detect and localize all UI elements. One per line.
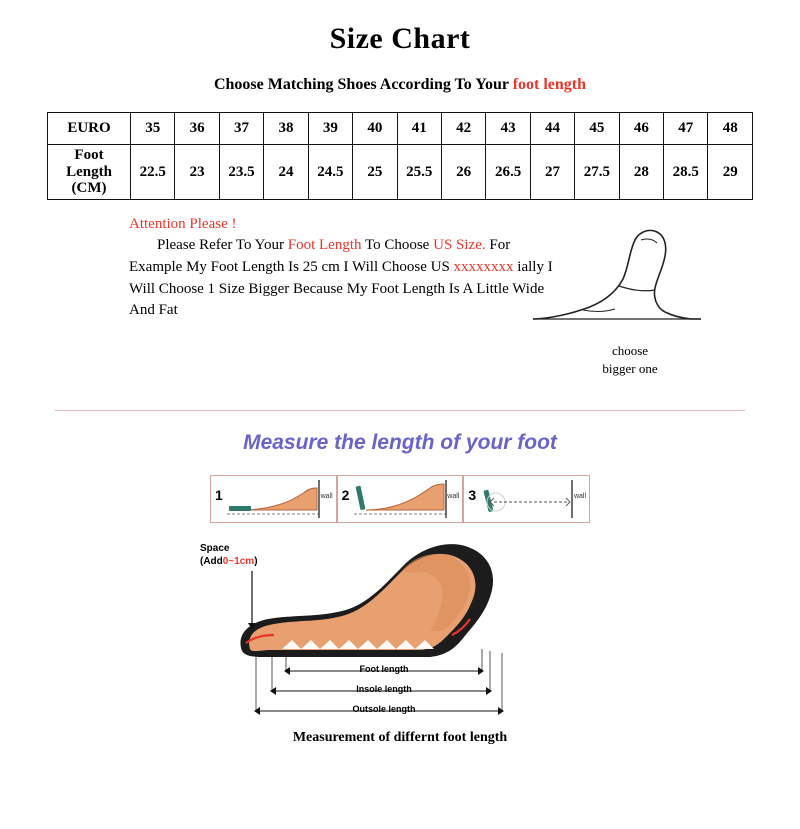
measure-heading: Measure the length of your foot [243, 431, 557, 454]
foot-cell: 23 [175, 145, 219, 200]
row-header-foot-length [48, 145, 131, 200]
insole-length-label: Insole length [356, 684, 412, 694]
foot-length-label: Foot length [359, 664, 409, 674]
subtitle-lead: Choose Matching Shoes According To Your [213, 76, 513, 93]
foot-cell: 24.5 [308, 145, 352, 200]
attention-line1-a: Please Refer To Your [157, 237, 288, 253]
size-table [47, 112, 753, 200]
page-subtitle [0, 76, 800, 94]
space-label-prefix: (Add [200, 555, 223, 567]
table-row-euro [48, 113, 753, 145]
step-1-foot-against-wall-icon [211, 476, 337, 522]
attention-line4: Bigger Because My Foot Length Is A Little Wide [248, 280, 545, 297]
foot-cell: 29 [708, 145, 753, 200]
foot-cell: 25.5 [397, 145, 441, 200]
euro-cell: 40 [353, 113, 397, 145]
attention-line1-red: Foot Length [287, 237, 362, 253]
space-label [200, 543, 258, 568]
size-chart-page [0, 22, 800, 829]
foot-cell: 26.5 [486, 145, 530, 200]
euro-cell: 37 [219, 113, 263, 145]
step-2-mark-line-icon [338, 476, 464, 522]
diagram-caption: Measurement of differnt foot length [292, 730, 508, 745]
foot-cell: 27 [530, 145, 574, 200]
step-2 [337, 475, 464, 523]
section-divider [55, 410, 745, 411]
euro-cell: 43 [486, 113, 530, 145]
euro-cell: 47 [664, 113, 708, 145]
foot-cell: 23.5 [219, 145, 263, 200]
attention-line5: And Fat [129, 302, 178, 319]
page-title: Size Chart [329, 22, 471, 55]
attention-line3-red: xxxxxxxx [453, 258, 514, 275]
step-3-measure-ruler-icon [464, 476, 590, 522]
step-2-number: 2 [341, 487, 350, 503]
euro-cell: 36 [175, 113, 219, 145]
euro-cell: 39 [308, 113, 352, 145]
step-3 [463, 475, 590, 523]
step-3-wall-label: wall [573, 493, 587, 500]
euro-cell: 42 [441, 113, 485, 145]
attention-heading: Attention Please ! [129, 216, 237, 232]
choose-bigger-note [565, 342, 695, 377]
subtitle-highlight: foot length [512, 76, 587, 93]
foot-label-line2: Length [66, 163, 112, 180]
foot-label-line3: (CM) [71, 180, 107, 197]
step-1-number: 1 [215, 487, 223, 503]
foot-cell: 25 [353, 145, 397, 200]
space-label-line2 [200, 556, 258, 569]
foot-cell: 24 [264, 145, 308, 200]
outsole-length-label: Outsole length [352, 704, 416, 714]
space-label-line1: Space [200, 543, 230, 554]
foot-cell: 28.5 [664, 145, 708, 200]
euro-cell: 45 [575, 113, 619, 145]
attention-line1-b: To Choose [361, 237, 430, 253]
attention-text [129, 235, 559, 322]
euro-cell: 38 [264, 113, 308, 145]
step-1 [210, 475, 337, 523]
heel-foot-illustration-icon [523, 224, 713, 344]
step-2-wall-label: wall [447, 493, 460, 500]
attention-line2-a: For Example My Foot Length Is 25 cm I [129, 237, 511, 275]
euro-cell: 35 [131, 113, 175, 145]
foot-cell: 22.5 [131, 145, 175, 200]
choose-bigger-line1: choose [611, 343, 649, 358]
foot-cell: 26 [441, 145, 485, 200]
attention-line2-red: US Size. [433, 237, 486, 253]
foot-cell: 27.5 [575, 145, 619, 200]
euro-cell: 48 [708, 113, 753, 145]
attention-block [47, 216, 753, 406]
attention-line3-a: Will Choose US [352, 258, 454, 275]
euro-cell: 46 [619, 113, 663, 145]
foot-measurement-diagram [190, 531, 610, 726]
choose-bigger-line2: bigger one [602, 360, 658, 376]
row-header-euro: EURO [48, 113, 131, 145]
space-label-range: 0~1cm [222, 555, 255, 567]
space-label-suffix: ) [254, 555, 258, 567]
attention-line3-b: ially I Will Choose 1 Size [129, 258, 553, 297]
table-row-foot-length [48, 145, 753, 200]
foot-cell: 28 [619, 145, 663, 200]
foot-label-line1: Foot [74, 147, 104, 164]
euro-cell: 41 [397, 113, 441, 145]
measure-steps [210, 475, 590, 523]
step-1-wall-label: wall [320, 493, 333, 500]
step-3-number: 3 [468, 487, 477, 503]
euro-cell: 44 [530, 113, 574, 145]
size-table-wrapper [47, 112, 753, 200]
